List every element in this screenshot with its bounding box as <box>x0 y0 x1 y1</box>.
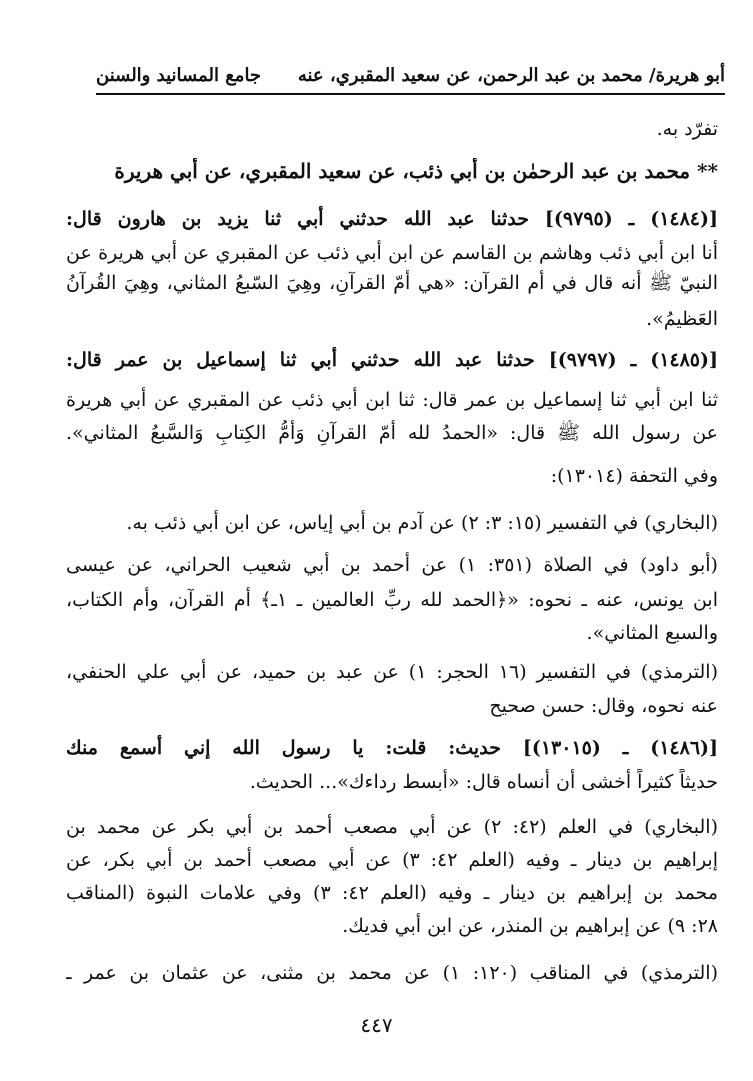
text-line: وفي التحفة (١٣٠١٤): <box>550 465 718 487</box>
hadith-heading: [(١٤٨٦) ـ (١٣٠١٥)] حديث: قلت: يا رسول الله إني أسمع منك <box>66 737 718 759</box>
text-line: ابن يونس، عنه ـ نحوه: «﴿الحمد لله ربِّ العالمين ـ ١ـ﴾ أم القرآن، وأم الكتاب، <box>66 589 718 611</box>
text-line: عن رسول الله ﷺ قال: «الحمدُ لله أمّ القرآنِ وَأمُّ الكِتابِ وَالسَّبعُ المثاني». <box>66 422 718 444</box>
running-title: أبو هريرة/ محمد بن عبد الرحمن، عن سعيد المقبري، عنه <box>297 64 725 86</box>
page-number: ٤٤٧ <box>360 1013 393 1037</box>
page-header <box>96 58 725 92</box>
text-line: ٢٨: ٩) عن إبراهيم بن المنذر، عن ابن أبي فديك. <box>342 915 718 937</box>
text-line: النبيّ ﷺ أنه قال في أم القرآن: «هي أمّ القرآنِ، وهِيَ السّبعُ المثاني، وهِيَ القُرآنُ <box>66 272 718 294</box>
section-heading: ** محمد بن عبد الرحمٰن بن أبي ذئب، عن سعيد المقبري، عن أبي هريرة <box>114 159 718 183</box>
text-line: تفرّد به. <box>656 118 718 140</box>
hadith-heading: [(١٤٨٥) ـ (٩٧٩٧)] حدثنا عبد الله حدثني أبي ثنا إسماعيل بن عمر قال: <box>66 349 718 371</box>
text-line: أنا ابن أبي ذئب وهاشم بن القاسم عن ابن أبي ذئب عن المقبري عن أبي هريرة عن <box>66 242 718 264</box>
text-line: (الترمذي) في المناقب (١٢٠: ١) عن محمد بن مثنى، عن عثمان بن عمر ـ <box>66 962 718 984</box>
text-line: (البخاري) في العلم (٤٢: ٢) عن أبي مصعب أحمد بن أبي بكر عن محمد بن <box>66 816 718 838</box>
text-line: (الترمذي) في التفسير (١٦ الحجر: ١) عن عبد بن حميد، عن أبي علي الحنفي، <box>66 661 718 683</box>
text-line: إبراهيم بن دينار ـ وفيه (العلم ٤٢: ٣) عن أبي مصعب أحمد بن أبي بكر، عن <box>66 849 718 871</box>
text-line: والسبع المثاني». <box>586 622 718 644</box>
hadith-heading: [(١٤٨٤) ـ (٩٧٩٥)] حدثنا عبد الله حدثني أبي ثنا يزيد بن هارون قال: <box>66 208 718 230</box>
text-line: ثنا ابن أبي ثنا إسماعيل بن عمر قال: ثنا ابن أبي ذئب عن المقبري عن أبي هريرة <box>66 389 718 411</box>
text-line: (البخاري) في التفسير (١٥: ٣: ٢) عن آدم بن أبي إياس، عن ابن أبي ذئب به. <box>126 512 718 534</box>
text-line: محمد بن إبراهيم بن دينار ـ وفيه (العلم ٤٢: ٣) وفي علامات النبوة (المناقب <box>66 882 718 904</box>
text-line: العَظيمُ». <box>646 308 718 330</box>
text-line: حديثاً كثيراً أخشى أن أنساه قال: «أبسط رداءك»... الحديث. <box>249 771 718 793</box>
text-line: عنه نحوه، وقال: حسن صحيح <box>489 695 718 717</box>
text-line: (أبو داود) في الصلاة (٣٥١: ١) عن أحمد بن أبي شعيب الحراني، عن عيسى <box>66 554 718 576</box>
book-title: جامع المسانيد والسنن <box>96 64 262 86</box>
header-rule <box>96 93 725 95</box>
